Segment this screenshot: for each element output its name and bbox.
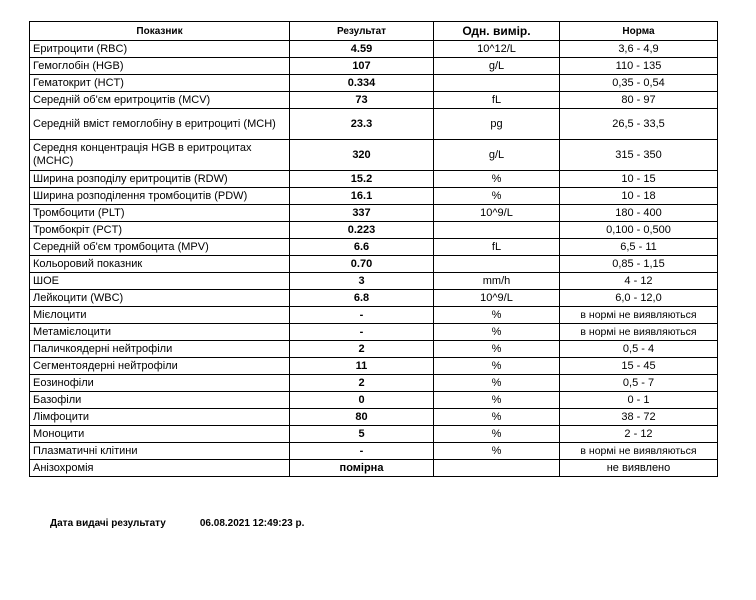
result-value: 16.1	[290, 188, 434, 205]
unit-value: %	[434, 171, 560, 188]
indicator-name: Мієлоцити	[30, 307, 290, 324]
norm-range: 0,85 - 1,15	[560, 256, 718, 273]
table-row	[30, 41, 718, 58]
results-body	[30, 41, 718, 477]
header-row	[30, 22, 718, 41]
norm-range: 6,5 - 11	[560, 239, 718, 256]
result-value: 80	[290, 409, 434, 426]
result-value: 23.3	[290, 109, 434, 140]
unit-value	[434, 460, 560, 477]
table-row	[30, 290, 718, 307]
table-row	[30, 324, 718, 341]
table-row	[30, 92, 718, 109]
table-row	[30, 409, 718, 426]
result-value: 2	[290, 341, 434, 358]
norm-range: 15 - 45	[560, 358, 718, 375]
issue-date-value: 06.08.2021 12:49:23 р.	[199, 518, 305, 529]
unit-value: 10^9/L	[434, 205, 560, 222]
table-row	[30, 460, 718, 477]
indicator-name: Плазматичні клітини	[30, 443, 290, 460]
indicator-name: Паличкоядерні нейтрофіли	[30, 341, 290, 358]
result-value: 2	[290, 375, 434, 392]
indicator-name: Лейкоцити (WBC)	[30, 290, 290, 307]
indicator-name: Середній об'єм еритроцитів (MCV)	[30, 92, 290, 109]
norm-range: 0 - 1	[560, 392, 718, 409]
unit-value	[434, 256, 560, 273]
unit-value: %	[434, 409, 560, 426]
header-result: Результат	[290, 22, 434, 41]
unit-value: %	[434, 341, 560, 358]
indicator-name: Лімфоцити	[30, 409, 290, 426]
norm-range: в нормі не виявляються	[560, 443, 718, 460]
norm-range: 80 - 97	[560, 92, 718, 109]
norm-range: 3,6 - 4,9	[560, 41, 718, 58]
indicator-name: Гематокрит (HCT)	[30, 75, 290, 92]
table-row	[30, 75, 718, 92]
norm-range: 4 - 12	[560, 273, 718, 290]
table-row	[30, 188, 718, 205]
issue-date-label: Дата видачі результату	[50, 518, 166, 529]
indicator-name: Еозинофіли	[30, 375, 290, 392]
table-row	[30, 443, 718, 460]
result-value: 6.8	[290, 290, 434, 307]
indicator-name: Гемоглобін (HGB)	[30, 58, 290, 75]
indicator-name: Сегментоядерні нейтрофіли	[30, 358, 290, 375]
table-row	[30, 205, 718, 222]
unit-value: mm/h	[434, 273, 560, 290]
indicator-name: Еритроцити (RBC)	[30, 41, 290, 58]
table-row	[30, 109, 718, 140]
table-row	[30, 140, 718, 171]
result-value: 5	[290, 426, 434, 443]
result-value: 0	[290, 392, 434, 409]
norm-range: 38 - 72	[560, 409, 718, 426]
table-row	[30, 307, 718, 324]
unit-value: g/L	[434, 140, 560, 171]
result-value: 0.334	[290, 75, 434, 92]
norm-range: 0,35 - 0,54	[560, 75, 718, 92]
norm-range: 315 - 350	[560, 140, 718, 171]
table-row	[30, 58, 718, 75]
result-value: 6.6	[290, 239, 434, 256]
unit-value: 10^12/L	[434, 41, 560, 58]
result-value: 320	[290, 140, 434, 171]
norm-range: 0,5 - 4	[560, 341, 718, 358]
unit-value: fL	[434, 239, 560, 256]
norm-range: 2 - 12	[560, 426, 718, 443]
header-indicator: Показник	[30, 22, 290, 41]
indicator-name: Ширина розподілення тромбоцитів (PDW)	[30, 188, 290, 205]
table-row	[30, 171, 718, 188]
table-row	[30, 392, 718, 409]
unit-value: %	[434, 324, 560, 341]
norm-range: в нормі не виявляються	[560, 324, 718, 341]
unit-value: %	[434, 307, 560, 324]
indicator-name: Середній об'єм тромбоцита (MPV)	[30, 239, 290, 256]
result-value: 107	[290, 58, 434, 75]
indicator-name: Середній вміст гемоглобіну в еритроциті (MCH)	[30, 109, 290, 140]
unit-value: fL	[434, 92, 560, 109]
table-row	[30, 375, 718, 392]
norm-range: 0,100 - 0,500	[560, 222, 718, 239]
table-row	[30, 341, 718, 358]
result-value: -	[290, 443, 434, 460]
results-table	[29, 21, 718, 477]
norm-range: 10 - 18	[560, 188, 718, 205]
norm-range: не виявлено	[560, 460, 718, 477]
unit-value	[434, 75, 560, 92]
norm-range: 26,5 - 33,5	[560, 109, 718, 140]
norm-range: 0,5 - 7	[560, 375, 718, 392]
result-value: 73	[290, 92, 434, 109]
norm-range: 180 - 400	[560, 205, 718, 222]
unit-value: %	[434, 188, 560, 205]
indicator-name: Тромбоцити (PLT)	[30, 205, 290, 222]
indicator-name: Ширина розподілу еритроцитів (RDW)	[30, 171, 290, 188]
unit-value: %	[434, 375, 560, 392]
unit-value: g/L	[434, 58, 560, 75]
unit-value: %	[434, 392, 560, 409]
norm-range: 10 - 15	[560, 171, 718, 188]
result-value: 15.2	[290, 171, 434, 188]
unit-value: 10^9/L	[434, 290, 560, 307]
norm-range: 6,0 - 12,0	[560, 290, 718, 307]
result-value: -	[290, 307, 434, 324]
indicator-name: Тромбокріт (PCT)	[30, 222, 290, 239]
issue-date-line	[50, 518, 304, 529]
unit-value: %	[434, 443, 560, 460]
indicator-name: Середня концентрація HGB в еритроцитах (MCHC)	[30, 140, 290, 171]
header-norm: Норма	[560, 22, 718, 41]
result-value: -	[290, 324, 434, 341]
unit-value: pg	[434, 109, 560, 140]
indicator-name: Моноцити	[30, 426, 290, 443]
result-value: помірна	[290, 460, 434, 477]
unit-value: %	[434, 358, 560, 375]
result-value: 0.223	[290, 222, 434, 239]
result-value: 4.59	[290, 41, 434, 58]
result-value: 11	[290, 358, 434, 375]
table-row	[30, 426, 718, 443]
indicator-name: Кольоровий показник	[30, 256, 290, 273]
table-row	[30, 222, 718, 239]
table-row	[30, 256, 718, 273]
norm-range: в нормі не виявляються	[560, 307, 718, 324]
norm-range: 110 - 135	[560, 58, 718, 75]
table-row	[30, 239, 718, 256]
unit-value: %	[434, 426, 560, 443]
indicator-name: Базофіли	[30, 392, 290, 409]
result-value: 0.70	[290, 256, 434, 273]
table-row	[30, 273, 718, 290]
header-unit: Одн. вимір.	[434, 22, 560, 41]
indicator-name: ШОЕ	[30, 273, 290, 290]
unit-value	[434, 222, 560, 239]
result-value: 337	[290, 205, 434, 222]
result-value: 3	[290, 273, 434, 290]
table-row	[30, 358, 718, 375]
indicator-name: Метамієлоцити	[30, 324, 290, 341]
indicator-name: Анізохромія	[30, 460, 290, 477]
